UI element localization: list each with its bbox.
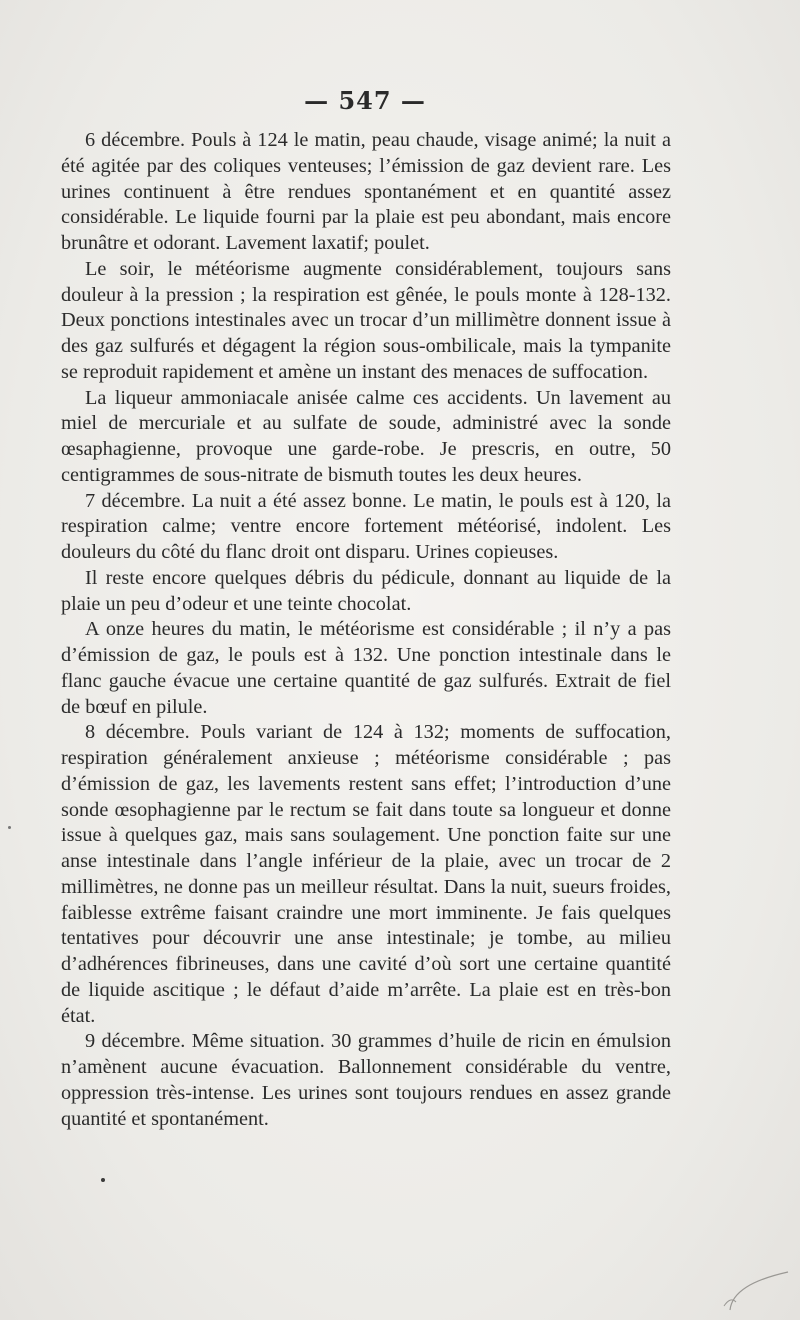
paragraph: 8 décembre. Pouls variant de 124 à 132; moments de suffocation, respiration généralement anxieuse ; météorisme considérable ; pas d’émission de gaz, les lavements restent sans effet; l’introduction d’une sonde œsophagienne par le rectum se fait dans toute sa longueur et donne issue à quelques gaz, mais sans soulagement. Une ponction faite sur une anse intestinale dans l’angle inférieur de la plaie, avec un trocar de 2 millimètres, ne donne pas un meilleur résultat. Dans la nuit, sueurs froides, faiblesse extrême faisant craindre une mort imminente. Je fais quelques tentatives pour découvrir une anse intestinale; je tombe, au milieu d’adhérences fibrineuses, dans une cavité d’où sort une certaine quantité de liquide ascitique ; le défaut d’aide m’arrête. La plaie est en très-bon état.	[61, 721, 671, 1027]
paragraph: 9 décembre. Même situation. 30 grammes d’huile de ricin en émulsion n’amènent aucune évacuation. Ballonnement considérable du ventre, oppression très-intense. Les urines sont toujours rendues en assez grande quantité et spontanément.	[61, 1030, 671, 1130]
torn-corner-mark	[722, 1262, 792, 1312]
page-number: — 547 —	[304, 86, 426, 115]
body-text	[61, 128, 671, 1132]
ink-speck	[8, 826, 11, 829]
paragraph: 7 décembre. La nuit a été assez bonne. Le matin, le pouls est à 120, la respiration calme; ventre encore fortement météorisé, indolent. Les douleurs du côté du flanc droit ont disparu. Urines copieuses.	[61, 489, 671, 563]
ink-speck	[101, 1178, 105, 1182]
paragraph: Le soir, le météorisme augmente considérablement, toujours sans douleur à la pression ; la respiration est gênée, le pouls monte à 128-132. Deux ponctions intestinales avec un trocar d’un millimètre donnent issue à des gaz sulfurés et dégagent la région sous-ombilicale, mais la tympanite se reproduit rapidement et amène un instant des menaces de suffocation.	[61, 257, 671, 383]
paragraph: Il reste encore quelques débris du pédicule, donnant au liquide de la plaie un peu d’odeur et une teinte chocolat.	[61, 566, 671, 615]
paragraph: 6 décembre. Pouls à 124 le matin, peau chaude, visage animé; la nuit a été agitée par des coliques venteuses; l’émission de gaz devient rare. Les urines continuent à être rendues spontanément et en quantité assez considérable. Le liquide fourni par la plaie est peu abondant, mais encore brunâtre et odorant. Lavement laxatif; poulet.	[61, 129, 671, 254]
paragraph: A onze heures du matin, le météorisme est considérable ; il n’y a pas d’émission de gaz, le pouls est à 132. Une ponction intestinale dans le flanc gauche évacue une certaine quantité de gaz sulfurés. Extrait de fiel de bœuf en pilule.	[61, 618, 671, 718]
paragraph: La liqueur ammoniacale anisée calme ces accidents. Un lavement au miel de mercuriale et au sulfate de soude, administré avec la sonde œsaphagienne, provoque une garde-robe. Je prescris, en outre, 50 centigrammes de sous-nitrate de bismuth toutes les deux heures.	[61, 386, 671, 486]
